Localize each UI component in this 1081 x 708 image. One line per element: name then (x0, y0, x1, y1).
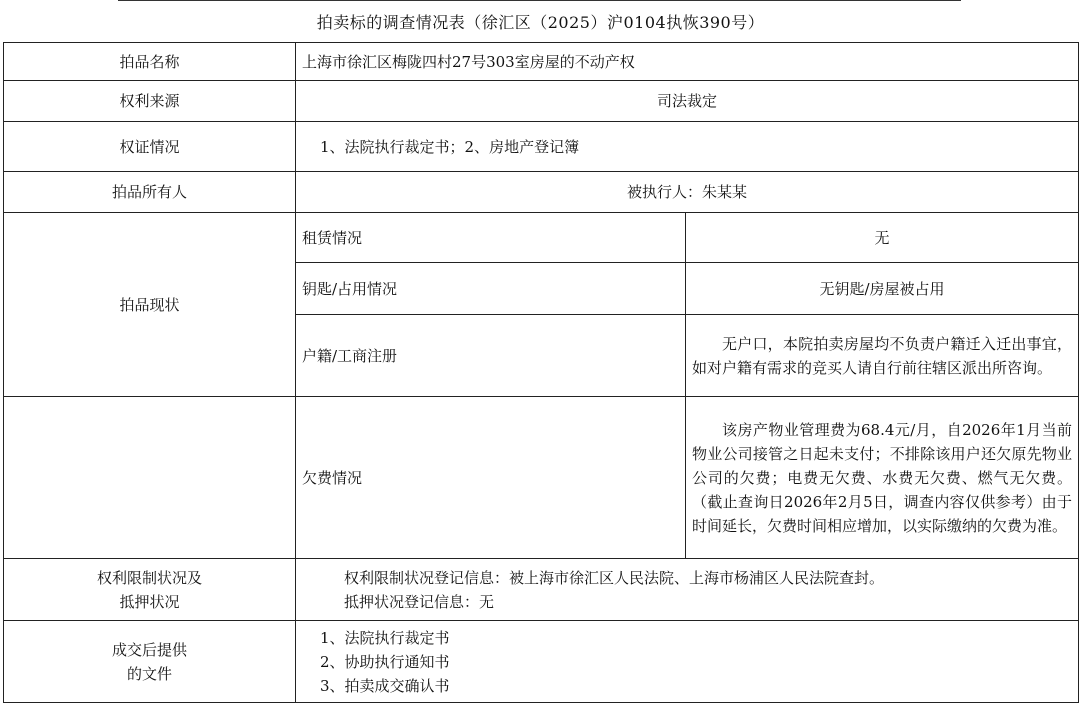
owner-label: 拍品所有人 (4, 172, 296, 213)
household-value: 无户口，本院拍卖房屋均不负责户籍迁入迁出事宜，如对户籍有需求的竞买人请自行前往辖区派出所咨询。 (686, 315, 1079, 397)
item-name-value: 上海市徐汇区梅陇四村27号303室房屋的不动产权 (296, 43, 1079, 81)
restriction-line2: 抵押状况登记信息：无 (344, 592, 495, 611)
status-label: 拍品现状 (4, 213, 296, 397)
list-item: 1、法院执行裁定书 (320, 628, 450, 647)
row-arrears (4, 397, 1079, 559)
lease-value: 无 (686, 213, 1079, 263)
documents-label (4, 621, 296, 703)
item-name-label: 拍品名称 (4, 43, 296, 81)
restriction-label (4, 559, 296, 621)
list-item: 2、协助执行通知书 (320, 652, 450, 671)
restriction-value (296, 559, 1079, 621)
key-occupancy-label: 钥匙/占用情况 (296, 263, 686, 315)
household-label: 户籍/工商注册 (296, 315, 686, 397)
restriction-label-line2: 抵押状况 (119, 592, 180, 611)
list-item: 3、拍卖成交确认书 (320, 676, 450, 695)
row-documents (4, 621, 1079, 703)
documents-list (296, 621, 1079, 703)
owner-value: 被执行人：朱某某 (296, 172, 1079, 213)
document-title: 拍卖标的调查情况表（徐汇区（2025）沪0104执恢390号） (316, 13, 765, 32)
restriction-line1: 权利限制状况登记信息：被上海市徐汇区人民法院、上海市杨浦区人民法院查封。 (344, 568, 885, 587)
arrears-value: 该房产物业管理费为68.4元/月，自2026年1月当前物业公司接管之日起未支付；不排除该用户还欠原先物业公司的欠费；电费无欠费、水费无欠费、燃气无欠费。（截止查询日2026年2月5日，调查内容仅供参考）由于时间延长，欠费时间相应增加，以实际缴纳的欠费为准。 (686, 397, 1079, 559)
certificate-value: 1、法院执行裁定书；2、房地产登记簿 (296, 122, 1079, 172)
row-rights-source (4, 81, 1079, 122)
row-certificate (4, 122, 1079, 172)
row-restriction (4, 559, 1079, 621)
row-item-name (4, 43, 1079, 81)
restriction-label-line1: 权利限制状况及 (96, 568, 202, 587)
row-lease (4, 213, 1079, 263)
lease-label: 租赁情况 (296, 213, 686, 263)
arrears-label: 欠费情况 (296, 397, 686, 559)
top-rule (118, 0, 961, 1)
certificate-label: 权证情况 (4, 122, 296, 172)
documents-label-line1: 成交后提供 (111, 640, 187, 659)
rights-source-value: 司法裁定 (296, 81, 1079, 122)
survey-table (3, 42, 1079, 703)
documents-label-line2: 的文件 (126, 664, 172, 683)
key-occupancy-value: 无钥匙/房屋被占用 (686, 263, 1079, 315)
rights-source-label: 权利来源 (4, 81, 296, 122)
arrears-blank (4, 397, 296, 559)
row-owner (4, 172, 1079, 213)
